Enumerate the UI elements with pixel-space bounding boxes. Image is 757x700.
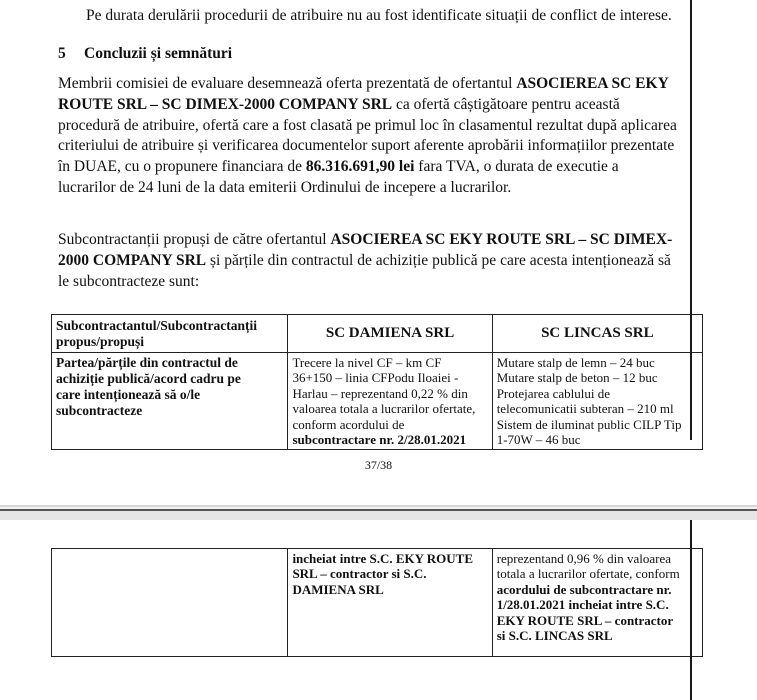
para1-line-2: ROUTE SRL – SC DIMEX-2000 COMPANY SRL ca ofertă câștigătoare pentru această [58, 95, 620, 113]
table-row [52, 353, 703, 450]
table-header-row [52, 315, 703, 353]
conclusion-paragraph [58, 74, 704, 199]
para2-line-1: Subcontractanții propuși de către ofertantul ASOCIEREA SC EKY ROUTE SRL – SC DIMEX- [58, 231, 673, 248]
scan-edge-line-2 [690, 520, 692, 700]
damiena-cell: Trecere la nivel CF – km CF 36+150 – linia CFPodu Iloaiei - Harlau – reprezentand 0,22 % din valoarea totala a lucrarilor ofertate, conform acordului de subcontractare nr. 2/28.01.2021 [288, 353, 492, 450]
section-heading [58, 45, 232, 63]
para1-line-6: lucrarilor de 24 luni de la data emiterii Ordinului de incepere a lucrarilor. [58, 178, 512, 196]
section-number: 5 [58, 45, 66, 62]
subcontractors-table [51, 314, 703, 450]
para2-line-2: 2000 COMPANY SRL și părțile din contractul de achiziție publică pe care acesta intenționează să [58, 251, 671, 269]
para1-line-4: criteriului de atribuire și verificarea documentelor suport aferente aprobării informațiilor prezentate [58, 137, 675, 155]
document-page-38 [0, 520, 757, 700]
para2-line-3: le subcontracteze sunt: [58, 272, 200, 290]
para1-line-1: Membrii comisiei de evaluare desemnează oferta prezentată de ofertantul ASOCIEREA SC EKY [58, 75, 669, 92]
header-damiena-cell: SC DAMIENA SRL [288, 315, 492, 353]
lincas-cell-continued: reprezentand 0,96 % din valoarea totala a lucrarilor ofertate, conform acordului de subcontractare nr. 1/28.01.2021 incheiat intre S.C. EKY ROUTE SRL – contractor si S.C. LINCAS SRL [492, 549, 702, 657]
left-cell-continued [52, 549, 288, 657]
page-separator [0, 505, 757, 520]
header-lincas-cell: SC LINCAS SRL [492, 315, 702, 353]
intro-line: Pe durata derulării procedurii de atribuire nu au fost identificate situații de conflict de interese. [86, 7, 672, 24]
para1-line-5: în DUAE, cu o propunere financiara de 86.316.691,90 lei fara TVA, o durata de executie a [58, 158, 619, 176]
para1-line-3: procedură de atribuire, ofertă care a fost clasată pe primul loc în clasamentul rezultat după aplicarea [58, 116, 677, 134]
subcontractors-table-continued [51, 548, 703, 657]
scan-edge-line [690, 0, 692, 440]
header-left-cell: Subcontractantul/Subcontractanții propus/propuși [52, 315, 288, 353]
table-row-continued [52, 549, 703, 657]
row-left-cell: Partea/părțile din contractul de achiziție publică/acord cadru pe care intenționează să o/le subcontracteze [52, 353, 288, 450]
lincas-cell: Mutare stalp de lemn – 24 buc Mutare stalp de beton – 12 buc Protejarea cablului de telecomunicatii subteran – 210 ml Sistem de iluminat public CILP Tip 1-70W – 46 buc [492, 353, 702, 450]
damiena-cell-continued: incheiat intre S.C. EKY ROUTE SRL – contractor si S.C. DAMIENA SRL [288, 549, 492, 657]
page-number: 37/38 [364, 458, 393, 472]
section-title: Concluzii și semnături [84, 45, 233, 62]
subcontractors-paragraph [58, 230, 704, 292]
